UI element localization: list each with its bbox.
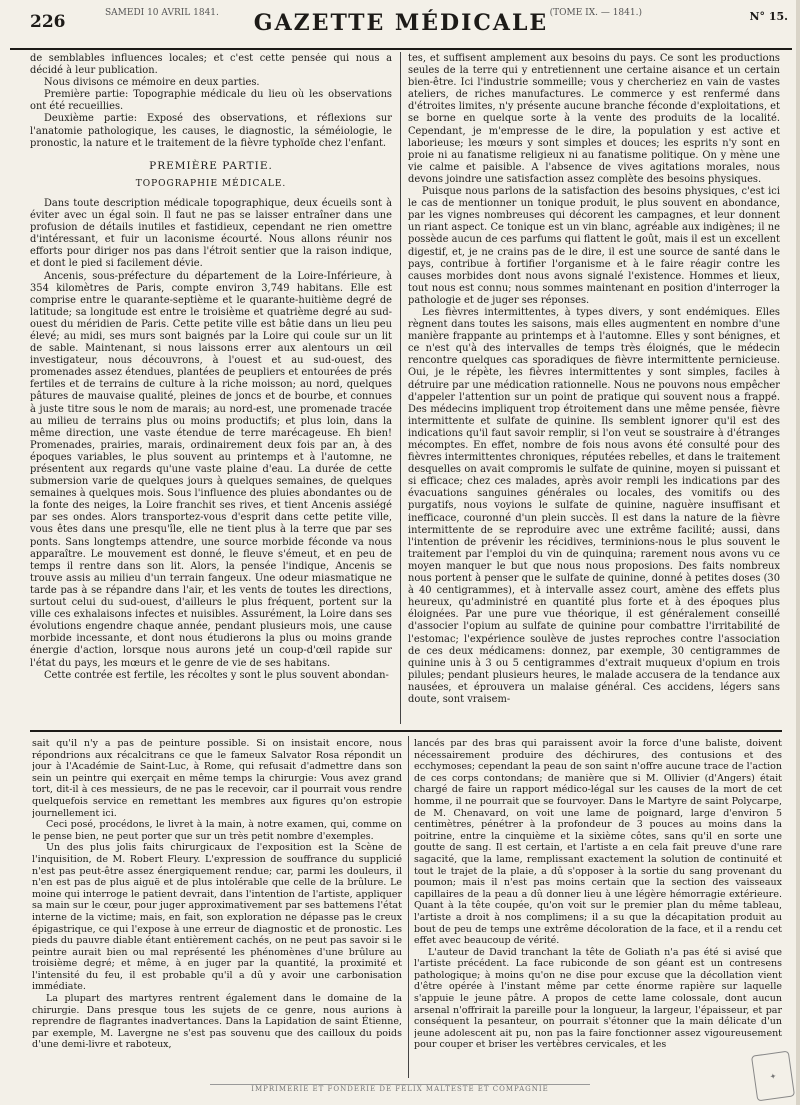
issue-line: (TOME IX. — 1841.) bbox=[549, 8, 642, 18]
section-title: PREMIÈRE PARTIE. bbox=[149, 159, 273, 172]
paragraph: tes, et suffisent amplement aux besoins du pays. Ce sont les productions seules de la terre qui y entretiennent une certaine aisance et un certain bien-être. Ici l'industrie sommeille; vous y chercheriez en vain de vastes ateliers, de riches manufactures. Le commerce y est renfermé dans d'étroites limites, n'y présente aucune branche féconde d'exploitations, et se borne en quelque sorte à la vente des produits de la localité. Cependant, je m'empresse de le dire, la population y est active et laborieuse; les mœurs y sont simples et douces; les esprits n'y sont en proie ni au fanatisme religieux ni au fanatisme politique. On y mène une vie calme et paisible. A l'absence de vives agitations morales, nous devons joindre une satisfaction assez complète des besoins physiques. bbox=[408, 53, 780, 185]
feuilleton-divider bbox=[30, 730, 782, 732]
paragraph: sait qu'il n'y a pas de peinture possible. Si on insistait encore, nous répondrions aux récalcitrans ce que le fameux Salvator Rosa répondit un jour à l'Académie de Saint-Luc, à Rome, qui refusait d'admettre dans son sein un peintre qui exerçait en même temps la chirurgie: Vous avez grand tort, dit-il à ces messieurs, de ne pas le recevoir, car il pourrait vous rendre quelquefois service en remettant les membres aux figures qu'on estropie journellement ici. bbox=[32, 738, 402, 819]
library-stamp-icon: ✦ bbox=[751, 1051, 795, 1102]
paragraph: Puisque nous parlons de la satisfaction des besoins physiques, c'est ici le cas de mentionner un tonique produit, le plus souvent en abondance, par les vignes nombreuses qui décorent les campagnes, et leur donnent un riant aspect. Ce tonique est un vin blanc, agréable aux indigènes; il ne possède aucun de ces parfums qui flattent le goût, mais il est un excellent digestif, et, je ne crains pas de le dire, il est une source de santé dans le pays, contribue à fortifier l'organisme et à le faire réagir contre les causes morbides dont nous avons signalé l'existence. Hommes et lieux, tout nous est connu; nous sommes maintenant en position d'interroger la pathologie et de juger ses réponses. bbox=[408, 186, 780, 306]
issue-number: N° 15. bbox=[749, 10, 788, 23]
top-right-column bbox=[408, 53, 780, 725]
paragraph: de semblables influences locales; et c'est cette pensée qui nous a décidé à leur publication. bbox=[30, 53, 392, 77]
paragraph: L'auteur de David tranchant la tête de Goliath n'a pas été si avisé que l'artiste précédent. La face rubiconde de son géant est un contresens pathologique; à moins qu'on ne dise pour excuse que la décollation vient d'être opérée à l'instant même par cette énorme rapière sur laquelle s'appuie le jeune pâtre. A propos de cette lame colossale, dont aucun arsenal n'offrirait la pareille pour la longueur, la largeur, l'épaisseur, et par conséquent la pesanteur, on pourrait s'étonner que la main délicate d'un jeune adolescent ait pu, non pas la faire fonctionner assez vigoureusement pour couper et briser les vertèbres cervicales, et les bbox=[414, 946, 782, 1051]
paragraph: Cette contrée est fertile, les récoltes y sont le plus souvent abondan- bbox=[44, 669, 389, 681]
paragraph: Les fièvres intermittentes, à types divers, y sont endémiques. Elles règnent dans toutes les saisons, mais elles augmentent en nombre d'une manière frappante au printemps et à l'automne. Elles y sont bénignes, et ce n'est qu'à des intervalles de temps très éloignés, que le médecin rencontre quelques cas sporadiques de fièvre intermittente pernicieuse. Oui, je le répète, les fièvres intermittentes y sont simples, faciles à détruire par une médication rationnelle. Nous ne pouvons nous empêcher d'appeler l'attention sur un point de pratique qui souvent nous a frappé. Des médecins impliquent trop étroitement dans une même pensée, fièvre intermittente et sulfate de quinine. Ils semblent ignorer qu'il est des indications qu'il faut savoir remplir, si l'on veut se soustraire à d'étranges mécomptes. En effet, nombre de fois nous avons été consulté pour des fièvres intermittentes chroniques, réputées rebelles, et dans le traitement desquelles on avait compromis le sulfate de quinine, moyen si puissant et si efficace; chez ces malades, après avoir rempli les indications par des évacuations sanguines générales ou locales, des vomitifs ou des purgatifs, nous voyions le sulfate de quinine, naguère insuffisant et inefficace, couronné d'un plein succès. Il est dans la nature de la fièvre intermittente de se reproduire avec une extrême facilité; aussi, dans l'intention de prévenir les récidives, terminions-nous le plus souvent le traitement par l'emploi du vin de quinquina; rarement nous avons vu ce moyen manquer le but que nous nous proposions. Des faits nombreux nous portent à penser que le sulfate de quinine, donné à petites doses (30 à 40 centigrammes), et à intervalle assez court, amène des effets plus heureux, qu'administré en quantité plus forte et à des époques plus éloignées. Par une pure vue théorique, il est généralement conseillé d'associer l'opium au sulfate de quinine pour combattre l'irritabilité de l'estomac; l'expérience soulève de justes reproches contre l'association de ces deux médicamens: donnez, par exemple, 30 centigrammes de quinine unis à 3 ou 5 centigrammes d'extrait muqueux d'opium en trois pilules; pendant plusieurs heures, le malade accusera de la tendance aux nausées, et éprouvera un malaise général. Ces accidens, légers sans doute, sont vraisem- bbox=[408, 306, 780, 705]
printer-strip: IMPRIMERIE ET FONDERIE DE FÉLIX MALTESTE ET COMPAGNIE bbox=[210, 1084, 590, 1095]
paragraph: La plupart des martyres rentrent également dans le domaine de la chirurgie. Dans presque tous les sujets de ce genre, nous aurions à reprendre de flagrantes inadvertances. Dans la Lapidation de saint Étienne, par exemple, M. Lavergne ne s'est pas souvenu que des cailloux du poids d'une demi-livre et raboteux, bbox=[32, 993, 402, 1051]
top-left-column bbox=[30, 53, 392, 725]
paragraph: Dans toute description médicale topographique, deux écueils sont à éviter avec un égal soin. Il faut ne pas se laisser entraîner dans une profusion de détails inutiles et fastidieux, cependant ne rien omettre d'intéressant, et fuir un laconisme écourté. Nous allons réunir nos efforts pour diriger nos pas dans l'étroit sentier que la raison indique, et dont le pied si facilement dévie. bbox=[30, 197, 392, 270]
page-edge bbox=[796, 0, 800, 1105]
column-divider bbox=[400, 52, 401, 724]
date-line: SAMEDI 10 AVRIL 1841. bbox=[105, 8, 219, 18]
paragraph: Ceci posé, procédons, le livret à la main, à notre examen, qui, comme on le pense bien, ne peut porter que sur un très petit nombre d'exemples. bbox=[32, 819, 402, 842]
paragraph: Un des plus jolis faits chirurgicaux de l'exposition est la Scène de l'inquisition, de M. Robert Fleury. L'expression de souffrance du supplicié n'est pas peut-être assez énergiquement rendue; car, parmi les douleurs, il n'en est pas de plus aiguë et de plus intolérable que celle de la brûlure. Le moine qui interroge le patient devrait, dans l'intention de l'artiste, appliquer sa main sur le cœur, pour juger approximativement par ses battemens l'état interne de la victime; mais, en fait, son exploration ne dépasse pas le creux épigastrique, ce qui l'expose à une erreur de diagnostic et de pronostic. Les pieds du pauvre diable étant entièrement cachés, on ne peut pas savoir si le peintre aurait bien ou mal représenté les phénomènes d'une brûlure au troisième degré; et même, à en juger par la quantité, la proximité et l'intensité du feu, il est probable qu'il a dû y avoir une carbonisation immédiate. bbox=[32, 842, 402, 993]
paragraph: Deuxième partie: Exposé des observations, et réflexions sur l'anatomie pathologique, les causes, le diagnostic, la séméiologie, le pronostic, la nature et le traitement de la fièvre typhoïde chez l'enfant. bbox=[30, 113, 392, 149]
bottom-right-column bbox=[414, 738, 782, 1078]
paragraph: Première partie: Topographie médicale du lieu où les observations ont été recueillies. bbox=[30, 89, 392, 113]
bottom-left-column bbox=[32, 738, 402, 1078]
page-number: 226 bbox=[30, 12, 66, 32]
page-header bbox=[10, 8, 792, 50]
section-subtitle: TOPOGRAPHIE MÉDICALE. bbox=[135, 178, 287, 189]
paragraph: lancés par des bras qui paraissent avoir la force d'une baliste, doivent nécessairement produire des déchirures, des contusions et des ecchymoses; cependant la peau de son saint n'offre aucune trace de l'action de ces corps contondans; de manière que si M. Ollivier (d'Angers) était chargé de faire un rapport médico-légal sur les causes de la mort de cet homme, il ne pourrait que se fourvoyer. Dans le Martyre de saint Polycarpe, de M. Chenavard, on voit une lame de poignard, large d'environ 5 centimètres, pénétrer à la profondeur de 3 pouces au moins dans la poitrine, entre la cinquième et la sixième côtes, sans qu'il en sorte une goutte de sang. Il est certain, et l'artiste a en cela fait preuve d'une rare sagacité, que la lame, remplissant exactement la solution de continuité et tout le trajet de la plaie, a dû s'opposer à la sortie du sang provenant du poumon; mais il n'est pas moins certain que la section des vaisseaux capillaires de la peau a dû donner lieu à une légère hémorragie extérieure. Quant à la tête coupée, qu'on voit sur le premier plan du même tableau, l'artiste a droit à nos complimens; il a su que la décapitation produit au bout de peu de temps une extrême décoloration de la face, et il a rendu cet effet avec beaucoup de vérité. bbox=[414, 738, 782, 947]
paragraph: Ancenis, sous-préfecture du département de la Loire-Inférieure, à 354 kilomètres de Paris, compte environ 3,749 habitans. Elle est comprise entre le quarante-septième et le quarante-huitième degré de latitude; sa longitude est entre le troisième et quatrième degré au sud-ouest du méridien de Paris. Cette petite ville est bâtie dans un lieu peu élevé; au midi, ses murs sont baignés par la Loire qui coule sur un lit de sable. Maintenant, si nous laissons errer aux alentours un œil investigateur, nous découvrons, à l'ouest et au sud-ouest, des promenades assez étendues, plantées de peupliers et entourées de prés fertiles et de terrains de culture à la riche moisson; au nord, quelques pâtures de mauvaise qualité, pleines de joncs et de bourbe, et connues à juste titre sous le nom de marais; au nord-est, une promenade tracée au milieu de terrains plus ou moins productifs; et plus loin, dans la même direction, une vaste étendue de terre marécageuse. Eh bien! Promenades, prairies, marais, ordinairement deux fois par an, à des époques variables, le plus souvent au printemps et à l'automne, ne présentent aux regards qu'une vaste plaine d'eau. La durée de cette submersion varie de quelques jours à quelques semaines, de quelques semaines à quelques mois. Sous l'influence des pluies abondantes ou de la fonte des neiges, la Loire franchit ses rives, et tient Ancenis assiégé par ses ondes. Alors transportez-vous d'esprit dans cette petite ville, vous êtes dans une presqu'île, elle ne tient plus à la terre que par ses ponts. Sans longtemps attendre, une source morbide féconde va nous apparaître. Le mouvement est donné, le fleuve s'émeut, et en peu de temps il rentre dans son lit. Alors, la pensée l'indique, Ancenis se trouve assis au milieu d'un terrain fangeux. Une odeur miasmatique ne tarde pas à se répandre dans l'air, et les vents de toutes les directions, surtout celui du sud-ouest, d'ailleurs le plus fréquent, portent sur la ville ces exhalaisons infectes et nuisibles. Assurément, la Loire dans ses évolutions engendre chaque année, pendant plusieurs mois, une cause morbide incessante, et dont nous étudierons la plus ou moins grande énergie d'action, lorsque nous aurons jeté un coup-d'œil rapide sur l'état du pays, les mœurs et le genre de vie de ses habitans. bbox=[30, 270, 392, 669]
masthead-title: GAZETTE MÉDICALE bbox=[253, 10, 549, 36]
column-divider bbox=[408, 736, 409, 1078]
paragraph: Nous divisons ce mémoire en deux parties. bbox=[44, 77, 260, 89]
newspaper-page bbox=[10, 8, 792, 1098]
